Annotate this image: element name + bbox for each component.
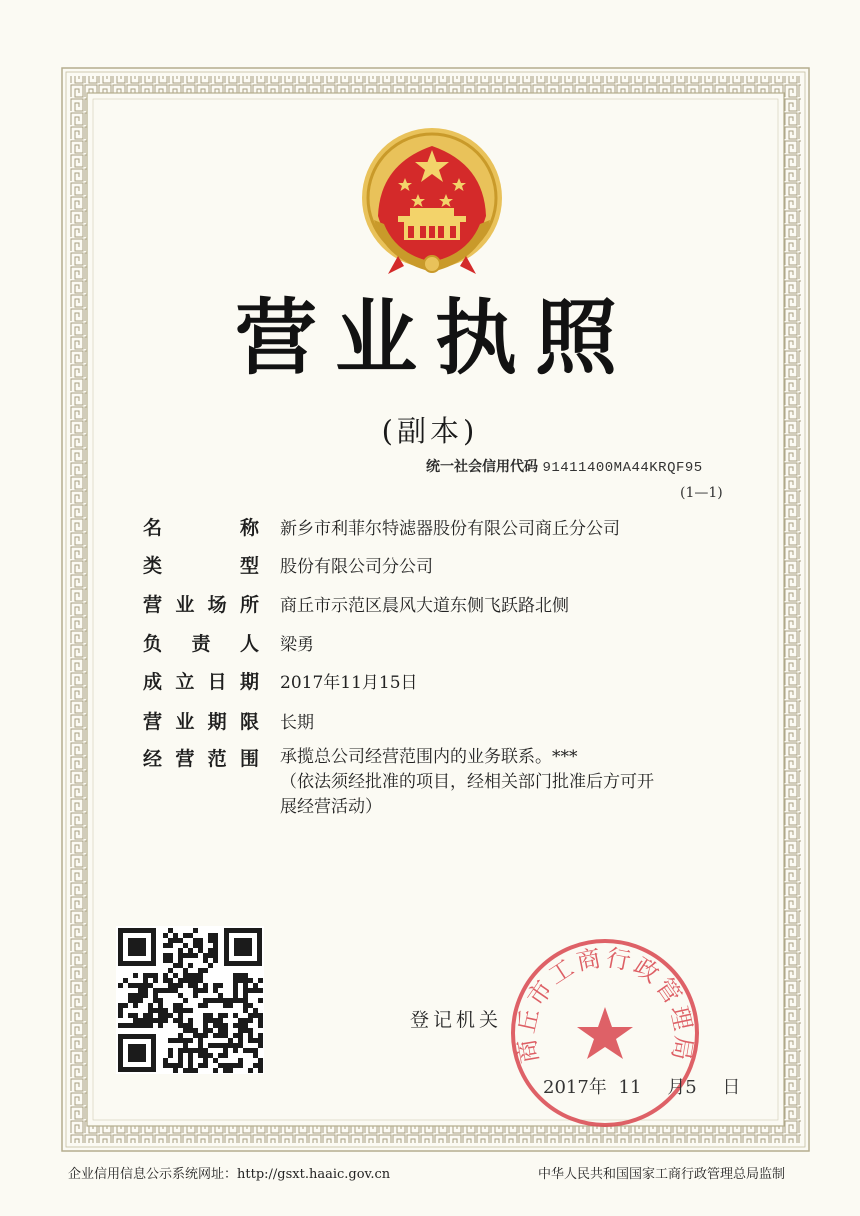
date-day: 5 [685,1077,697,1098]
field-value-business-scope [280,745,740,820]
label-char: 名 [143,517,163,539]
field-value-responsible-person: 梁勇 [280,635,314,655]
label-char: 人 [239,633,259,655]
svg-text:商丘市工商行政管理局 [512,944,698,1066]
footer-website: 企业信用信息公示系统网址：http://gsxt.haaic.gov.cn [68,1167,391,1182]
label-char: 期 [207,711,227,733]
label-char: 业 [175,711,195,733]
label-char: 责 [191,633,211,655]
label-char: 立 [175,671,195,693]
credit-code-value: 91411400MA44KRQF95 [542,460,703,476]
field-value-premises: 商丘市示范区晨风大道东侧飞跃路北侧 [280,596,569,616]
label-char: 营 [175,748,195,770]
field-value-business-term: 长期 [280,713,314,733]
date-year-unit: 年 [588,1077,607,1098]
label-char: 称 [239,517,259,539]
date-year: 2017 [543,1077,589,1098]
label-char: 营 [143,711,163,733]
registration-authority-label: 登记机关 [410,1009,503,1031]
credit-code-label: 统一社会信用代码 [426,459,538,475]
field-label-business-term [143,707,259,734]
label-char: 类 [143,555,163,577]
document-title: 营业执照 [234,291,635,386]
official-seal-icon [507,935,703,1131]
field-value-established-date: 2017年11月15日 [280,673,418,693]
field-label-established-date [143,667,259,694]
national-emblem-icon [358,124,506,276]
credit-code-row [426,456,703,476]
date-day-unit: 日 [722,1077,741,1098]
label-char: 场 [207,594,227,616]
qr-code-icon [116,926,264,1074]
field-value-name: 新乡市利菲尔特滤器股份有限公司商丘分公司 [280,519,620,539]
seal-text: 商丘市工商行政管理局 [512,943,698,1066]
scope-line: 展经营活动） [280,797,382,817]
scope-line: 承揽总公司经营范围内的业务联系。*** [280,747,578,767]
document-subtitle: (副本) [381,414,479,448]
label-char: 所 [239,594,259,616]
field-label-name [143,513,259,540]
label-char: 限 [239,711,259,733]
label-char: 范 [207,748,227,770]
field-value-type: 股份有限公司分公司 [280,557,433,577]
serial-number: (1—1) [680,485,723,501]
label-char: 型 [239,555,259,577]
label-char: 营 [143,594,163,616]
footer-supervisor: 中华人民共和国国家工商行政管理总局监制 [538,1167,786,1182]
field-label-premises [143,590,259,617]
label-char: 成 [143,671,163,693]
date-month: 11 [618,1077,642,1098]
field-label-business-scope [143,744,259,771]
date-month-unit: 月 [667,1077,686,1098]
label-char: 日 [207,671,227,693]
label-char: 围 [239,748,259,770]
label-char: 负 [143,633,163,655]
field-label-responsible-person [143,629,259,656]
registration-date [543,1073,740,1099]
label-char: 业 [175,594,195,616]
label-char: 经 [143,748,163,770]
field-label-type [143,551,259,578]
scope-line: （依法须经批准的项目，经相关部门批准后方可开 [280,772,654,792]
label-char: 期 [239,671,259,693]
